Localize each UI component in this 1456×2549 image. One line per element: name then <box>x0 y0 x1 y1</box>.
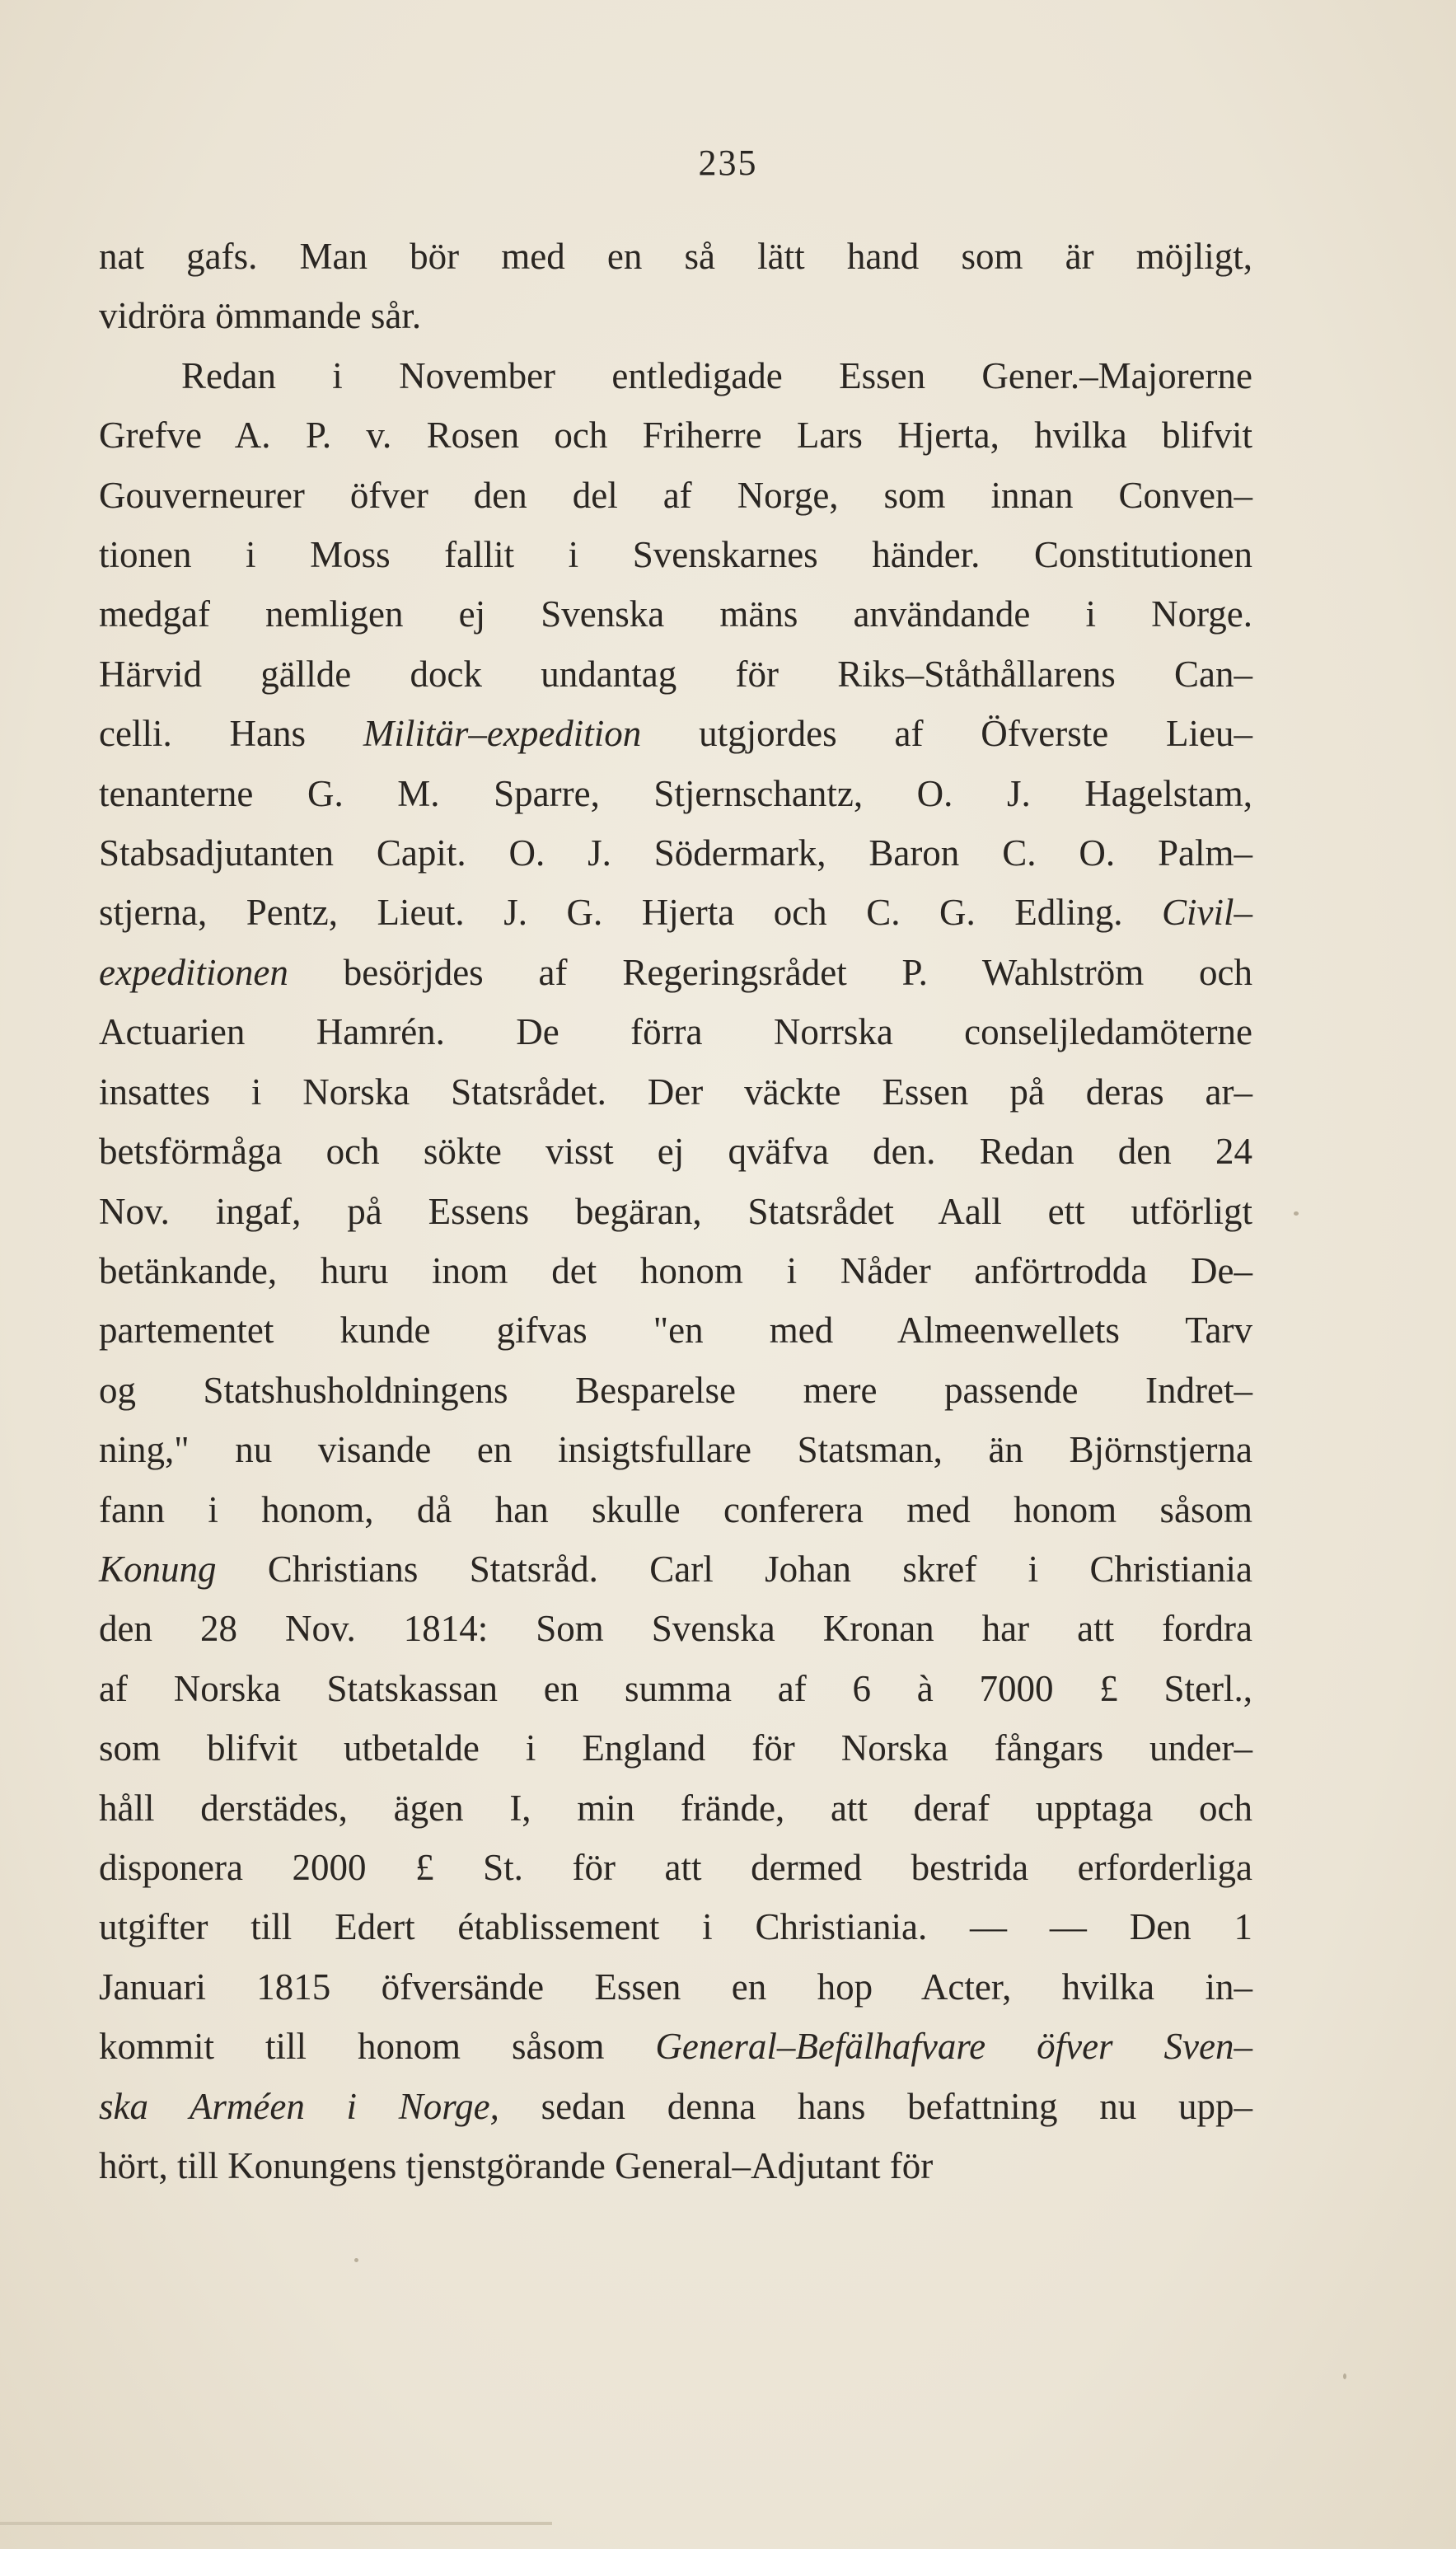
text-line: Redan i November entledigade Essen Gener.–Majorerne <box>181 354 1252 396</box>
text-line: håll derstädes, ägen I, min frände, att deraf upptaga och <box>99 1787 1252 1829</box>
italic-text: General–Befälhafvare öfver Sven– <box>655 2026 1252 2068</box>
text-run: kommit till honom såsom <box>99 2026 656 2068</box>
italic-text: expeditionen <box>99 951 288 993</box>
text-line: nat gafs. Man bör med en så lätt hand som är möjligt, <box>99 236 1252 277</box>
text-line: Grefve A. P. v. Rosen och Friherre Lars Hjerta, hvilka blifvit <box>99 415 1252 457</box>
text-line: Nov. ingaf, på Essens begäran, Statsrådet Aall ett utförligt <box>99 1190 1252 1232</box>
text-line: tenanterne G. M. Sparre, Stjernschantz, O. J. Hagelstam, <box>99 772 1252 814</box>
italic-text: Konung <box>99 1548 217 1590</box>
paper-speck <box>1294 1211 1299 1216</box>
italic-text: Militär–expedition <box>363 713 642 755</box>
text-line: vidröra ömmande sår. <box>99 295 422 337</box>
page-number: 235 <box>698 143 758 183</box>
text-line: betsförmåga och sökte visst ej qväfva den. Redan den 24 <box>99 1131 1252 1173</box>
text-run: utgjordes af Öfverste Lieu– <box>641 713 1253 755</box>
text-line: som blifvit utbetalde i England för Norska fångars under– <box>99 1727 1252 1769</box>
text-line <box>99 883 1252 942</box>
paper-speck <box>1343 2373 1346 2379</box>
text-line <box>99 943 1252 1002</box>
text-run: stjerna, Pentz, Lieut. J. G. Hjerta och C. G. Edling. <box>99 892 1162 934</box>
text-line: af Norska Statskassan en summa af 6 à 7000 £ Sterl., <box>99 1667 1252 1709</box>
text-line: utgifter till Edert établissement i Christiania. — — Den 1 <box>99 1906 1252 1948</box>
italic-text: ska Arméen i Norge, <box>99 2085 499 2127</box>
text-line: tionen i Moss fallit i Svenskarnes händer. Constitutionen <box>99 534 1252 576</box>
text-line: partementet kunde gifvas "en med Almeenwellets Tarv <box>99 1310 1252 1352</box>
page-edge-rule <box>0 2522 552 2525</box>
text-run: Christians Statsråd. Carl Johan skref i Christiania <box>216 1548 1252 1590</box>
text-line: Gouverneurer öfver den del af Norge, som innan Conven– <box>99 474 1252 516</box>
text-line: fann i honom, då han skulle conferera med honom såsom <box>99 1488 1252 1530</box>
text-line: betänkande, huru inom det honom i Nåder anförtrodda De– <box>99 1249 1252 1291</box>
text-line: ning," nu visande en insigtsfullare Statsman, än Björnstjerna <box>99 1429 1252 1471</box>
paper-speck <box>354 2258 358 2262</box>
text-line: Härvid gällde dock undantag för Riks–Ståthållarens Can– <box>99 653 1252 695</box>
text-line: disponera 2000 £ St. för att dermed bestrida erforderliga <box>99 1846 1252 1888</box>
text-line: Januari 1815 öfversände Essen en hop Acter, hvilka in– <box>99 1966 1252 2008</box>
text-line <box>99 2017 1252 2076</box>
text-run: sedan denna hans befattning nu upp– <box>499 2085 1252 2127</box>
text-line: Stabsadjutanten Capit. O. J. Södermark, Baron C. O. Palm– <box>99 832 1252 874</box>
text-line: hört, till Konungens tjenstgörande General–Adjutant för <box>99 2145 934 2186</box>
text-run: celli. Hans <box>99 713 363 755</box>
text-line <box>99 704 1252 763</box>
text-line <box>99 2077 1252 2136</box>
text-line: den 28 Nov. 1814: Som Svenska Kronan har att fordra <box>99 1608 1252 1650</box>
italic-text: Civil– <box>1162 892 1252 934</box>
text-run: besörjdes af Regeringsrådet P. Wahlström och <box>288 951 1252 993</box>
text-line <box>99 1539 1252 1599</box>
text-line: insattes i Norska Statsrådet. Der väckte Essen på deras ar– <box>99 1071 1252 1113</box>
text-line: og Statshusholdningens Besparelse mere passende Indret– <box>99 1369 1252 1411</box>
body-text <box>99 227 1252 2195</box>
text-line: medgaf nemligen ej Svenska mäns användande i Norge. <box>99 593 1252 635</box>
text-line: Actuarien Hamrén. De förra Norrska conseljledamöterne <box>99 1011 1252 1053</box>
